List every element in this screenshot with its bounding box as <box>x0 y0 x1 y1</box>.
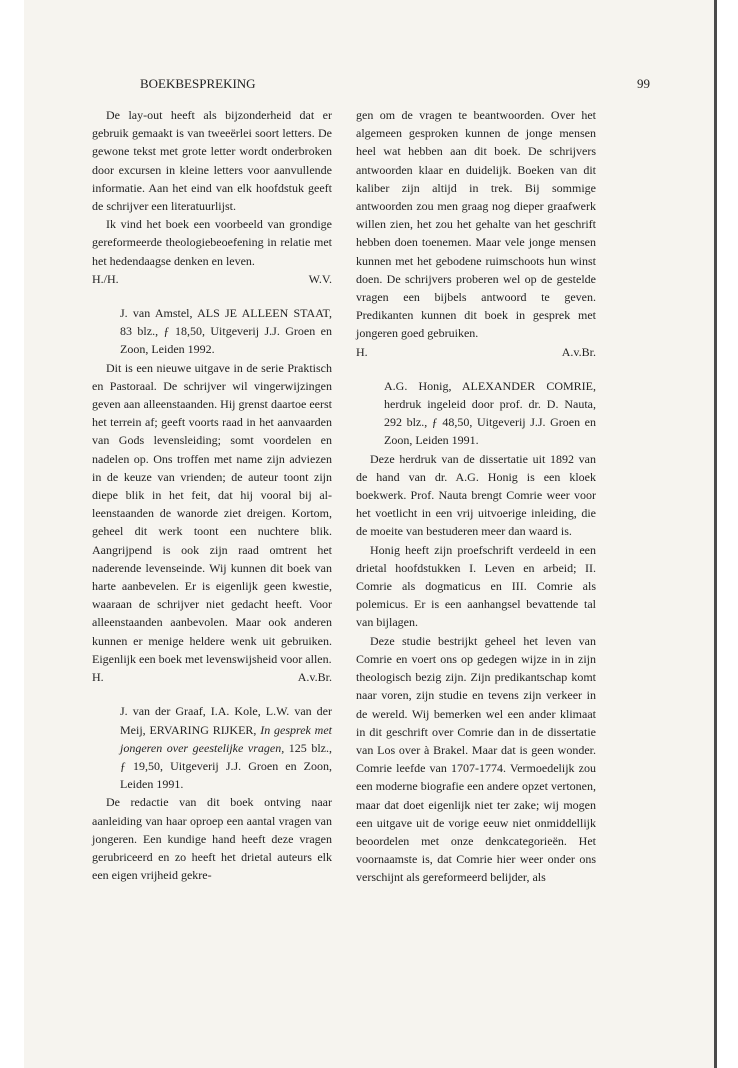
paragraph: Honig heeft zijn proefschrift verdeeld in een drietal hoofdstukken I. Leven en arbeid; II. Comrie als dogmaticus en III. Comrie als polemicus. Er is een aanhangsel bevattende tal van bijlagen. <box>356 542 596 630</box>
right-column <box>356 106 596 887</box>
reviewer-signature <box>92 668 332 686</box>
signature-right: W.V. <box>308 271 332 286</box>
book-reference: A.G. Honig, ALEXANDER COMRIE, herdruk ingeleid door prof. dr. D. Nauta, 292 blz., ƒ 48,50, Uitgeverij J.J. Groen en Zoon, Leiden 1991. <box>384 378 596 448</box>
reviewer-signature <box>92 270 332 288</box>
paragraph: Ik vind het boek een voorbeeld van grondige gereformeerde theologiebeoefening in relatie met het hedendaagse denken en leven. <box>92 217 332 268</box>
paragraph: gen om de vragen te beantwoorden. Over het algemeen gesproken kunnen de jonge mensen heel wat hebben aan dit boek. De schrijvers antwoorden klaar en duidelijk. Boeken van dit kaliber zijn altijd in trek. Bij sommige antwoorden zou men graag nog dieper graafwerk willen zien, het zou het gehalte van het geschrift hebben doen toenemen. Maar vele jonge mensen kunnen met het gebodene ruimschoots hun winst doen. De schrijvers proberen wel op de gestelde vragen een bijbels antwoord te geven. Predikanten kunnen dit boek in gesprek met jongeren goed gebruiken. <box>356 108 596 341</box>
section-title: BOEKBESPREKING <box>140 76 256 91</box>
running-head <box>140 76 650 92</box>
signature-right: A.v.Br. <box>561 344 596 359</box>
signature-left: H. <box>92 670 104 685</box>
signature-right: A.v.Br. <box>297 670 332 685</box>
paragraph: Deze studie bestrijkt geheel het leven van Comrie en voert ons op gedegen wijze in in zijn theologisch bezig zijn. Zijn predikantschap komt naar voren, zijn studie en tevens zijn verkeer in de wereld. Wij bemerken wel een ander klimaat in dit geschrift over Comrie dan in de dissertatie van Los over à Brakel. Maar dat is geen wonder. Comrie leefde van 1707-1774. Vermoedelijk zou een moderne biografie een andere opzet vertonen, maar dat doet eigenlijk niet ter zake; wij mogen een uitgave uit de vorige eeuw niet onmiddellijk beoordelen met onze denkcategorieën. Het voornaamste is, dat Comrie hier weer onder ons verschijnt als gereformeerd belijder, als <box>356 633 596 885</box>
book-reference: J. van Amstel, ALS JE ALLEEN STAAT, 83 blz., ƒ 18,50, Uitgeverij J.J. Groen en Zoon, Leiden 1992. <box>120 306 332 357</box>
book-reference <box>92 702 332 793</box>
paragraph: De lay-out heeft als bijzonderheid dat er gebruik gemaakt is van tweeërlei soort letters. De gewone tekst met grote letter wordt onderbroken door excursen in kleine letters voor aanvullende informatie. Aan het eind van elk hoofdstuk geeft de schrijver een literatuurlijst. <box>92 108 332 214</box>
ref-details: 125 blz., ƒ 19,50, Uitgeverij J.J. Groen en Zoon, Leiden 1991. <box>120 740 333 792</box>
left-column <box>92 106 332 884</box>
page-number: 99 <box>637 76 650 91</box>
signature-left: H. <box>356 344 368 359</box>
reviewer-signature <box>356 343 596 361</box>
paragraph: Deze herdruk van de dissertatie uit 1892 van de hand van dr. A.G. Honig is een kloek boekwerk. Prof. Nauta brengt Comrie weer voor het voetlicht in een vrij uitvoerige inleiding, die de moeite van bestuderen meer dan waard is. <box>356 451 596 539</box>
paragraph: Dit is een nieuwe uitgave in de serie Praktisch en Pastoraal. De schrijver wil vingerwijzingen geven aan alleenstaanden. Hij grenst daartoe eerst het terrein af; geeft voorts raad in het aanvaarden van Gods levensleiding; somt voordelen en nadelen op. Ons troffen met name zijn adviezen in de keuze van vrienden; de auteur toont zijn diepe blik in het feit, dat hij vooral bij alleenstaanden de wanorde ziet dreigen. Kortom, geheel dit werk toont een nuchtere blik. Aangrijpend is ook zijn raad omtrent het naderende levenseinde. Wij kunnen dit boek van harte aanbevelen. Er is eigenlijk geen kwestie, waaraan de schrijver niet gedacht heeft. Voor alleenstaanden aanbevolen. Maar ook anderen kunnen er menige heldere wenk uit gebruiken. Eigenlijk een boek met levenswijsheid voor allen. <box>92 360 332 666</box>
ref-authors: J. van der Graaf, I.A. Kole, L.W. van der Meij, ERVARING RIJKER, <box>120 704 332 737</box>
signature-left: H./H. <box>92 271 119 286</box>
paragraph: De redactie van dit boek ontving naar aanleiding van haar oproep een aantal vragen van jongeren. Een kundige hand heeft deze vragen gerubriceerd en zo heeft het drietal auteurs elk een eigen vrijheid gekre- <box>92 795 332 883</box>
ref-title: In gesprek met jongeren over geestelijke vragen, <box>120 722 333 755</box>
